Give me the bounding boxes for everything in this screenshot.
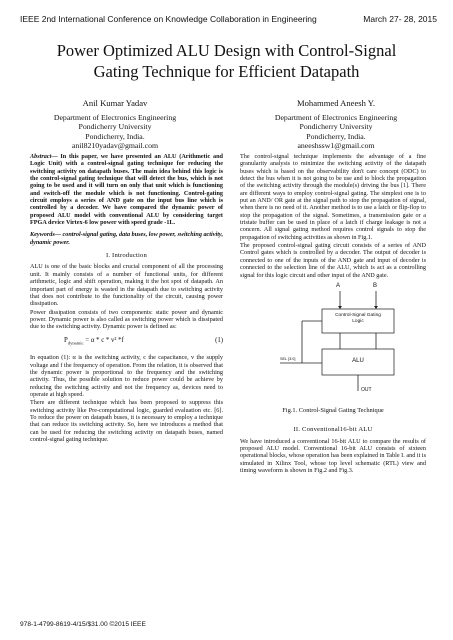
right-column [240,153,426,475]
right-paragraph-2: The proposed control-signal gating circuit consists of a series of AND Control gates which is controlled by a decoder. The output of decoder is connected to one of the inputs of the AND gate and input of decoder is connected to the selection line of the ALU, which is act as a controlling signal for this logic circuit and other input of the AND gate. [240,242,426,279]
abstract-label: Abstract— [30,153,58,160]
equation-number: (1) [215,336,223,344]
output-label: OUT [361,386,372,393]
section-heading-introduction: I. Introduction [105,252,148,260]
input-b-label: B [373,282,378,289]
intro-paragraph-2: Power dissipation consists of two components: static power and dynamic power. Dynamic power is also called as switching power which is dissipated due to the switching activity. Dynamic power is defined as: [30,308,223,331]
intro-paragraph-1: ALU is one of the basic blocks and crucial component of all the processing unit. It mainly consists of a number of functional units, for different arithmetic, logic and shift operation, making it the hot spot of datapath. An important part of energy is wasted in the datapath due to switching activity that does not contribute to the functionality of the circuit, causing power dissipation. [30,263,223,308]
author-name: Mohammed Aneesh Y. [296,98,376,108]
author-email: aneeshssw1@gmail.com [297,141,375,151]
right-paragraph-1: The control-signal technique implements the advantage of a fine granularity analysis to minimize the switching activity of the datapath buses which is based on the observability don't care concept (ODC) to detect the bus when it is not going to be use and to block the propagation of the switching activity through the module(s) driving the bus [1]. There are different ways to employ control-signal gating. The simplest one is to put an AND/ OR gate at the signal path to stop the propagation of signal, when there is no need of it. Another method is to use a latch or flip-flop to stop the propagation of the signal. Sometimes, a transmission gate or a tristate buffer can be used in place of a latch if charge leakage is not a concern. All signal gating method requires control signals to stop the propagation of switching activities as shown in Fig.1. [240,153,426,241]
left-column [30,153,223,444]
figure-1 [240,283,440,405]
input-a-label: A [336,282,341,289]
section2-paragraph-1: We have introduced a conventional 16-bit ALU to compare the results of proposed ALU model. Conventional 16-bit ALU consists of sixteen operational blocks, whose operation has been explained in Table I. and it is simulated in Xilinx Tool, whose top level schematic (RTL) view and timing waveform is shown in Fig.2 and Fig.3. [240,437,426,474]
equation-body: $P_{dynamic} = \alpha * c * v^2$ *f [64,336,124,345]
intro-paragraph-3: In equation (1): α is the switching activity, c the capacitance, v the supply voltage and f the frequency of operation. From the relation, it is observed that the dynamic power is proportional to the frequency and the switching activity. Thus, the possible solution to reduce power could be achieve by reducing the switching activity and not the frequency as, devices need to operate at high speed. [30,354,223,398]
conference-date: March 27- 28, 2015 [363,14,437,24]
abstract-text: In this paper, we have presented an ALU (Arithmetic and Logic Unit) with a control-signal gating technique for reducing the switching activity on datapath buses. The main idea behind this logic is the control-signal gating technique that will detect the bus, which is not going to be used and it will turn on only that unit which is functioning and switch-off the module which is not functioning. Control-gating circuit employs a series of AND gate on the input bus line which is controlled by a decoder. We have compared the dynamic power of proposed ALU model with conventional ALU by considering target FPGA device Virtex-6 low power with speed grade -1L. [30,153,223,227]
author-univ: Pondicherry University [78,122,152,132]
keywords [30,231,223,246]
copyright-footer: 978-1-4799-8619-4/15/$31.00 ©2015 IEEE [20,621,146,628]
author-email: anil8210yadav@gmail.com [71,141,159,151]
author-dept: Department of Electronics Engineering [274,112,398,122]
title-line-2: Gating Technique for Efficient Datapath [93,62,360,81]
author-block-1 [40,99,190,151]
arrow-b-icon [374,306,378,309]
arrow-a-icon [338,306,342,309]
author-city: Pondicherry, India. [85,131,145,141]
conference-header: IEEE 2nd International Conference on Knowledge Collaboration in Engineering [20,14,317,24]
paper-title [20,40,433,82]
author-block-2 [256,99,416,151]
author-dept: Department of Electronics Engineering [53,112,177,122]
keywords-label: Keywords— [30,231,61,239]
equation-1 [30,337,223,347]
author-name: Anil Kumar Yadav [82,98,148,108]
figure-1-diagram [240,283,440,405]
abstract [30,153,223,226]
figure-1-caption: Fig.1. Control-Signal Gating Technique [282,406,384,414]
author-univ: Pondicherry University [299,122,373,132]
alu-label: ALU [352,357,364,364]
intro-paragraph-4: There are different technique which has been proposed to suppress this switching activity like Pre-computational logic, guarded evaluation etc. [6]. To reduce the power on datapath buses, it is necessary to employ a technique that can reduce its switching activity. So, here we introduces a method that can be used for reducing the switching activity on datapath buses, named control-signal gating technique. [30,399,223,444]
gating-logic-label: Control-Signal Gating Logic [335,312,381,324]
section-heading-conventional-alu: II. Conventional16-bit ALU [293,426,373,434]
author-city: Pondicherry, India. [306,131,366,141]
keywords-text: control-signal gating, data buses, low power, switching activity, dynamic power. [30,231,223,246]
sel-label: SEL [3:0] [280,356,296,361]
title-line-1: Power Optimized ALU Design with Control-Signal [56,41,397,60]
